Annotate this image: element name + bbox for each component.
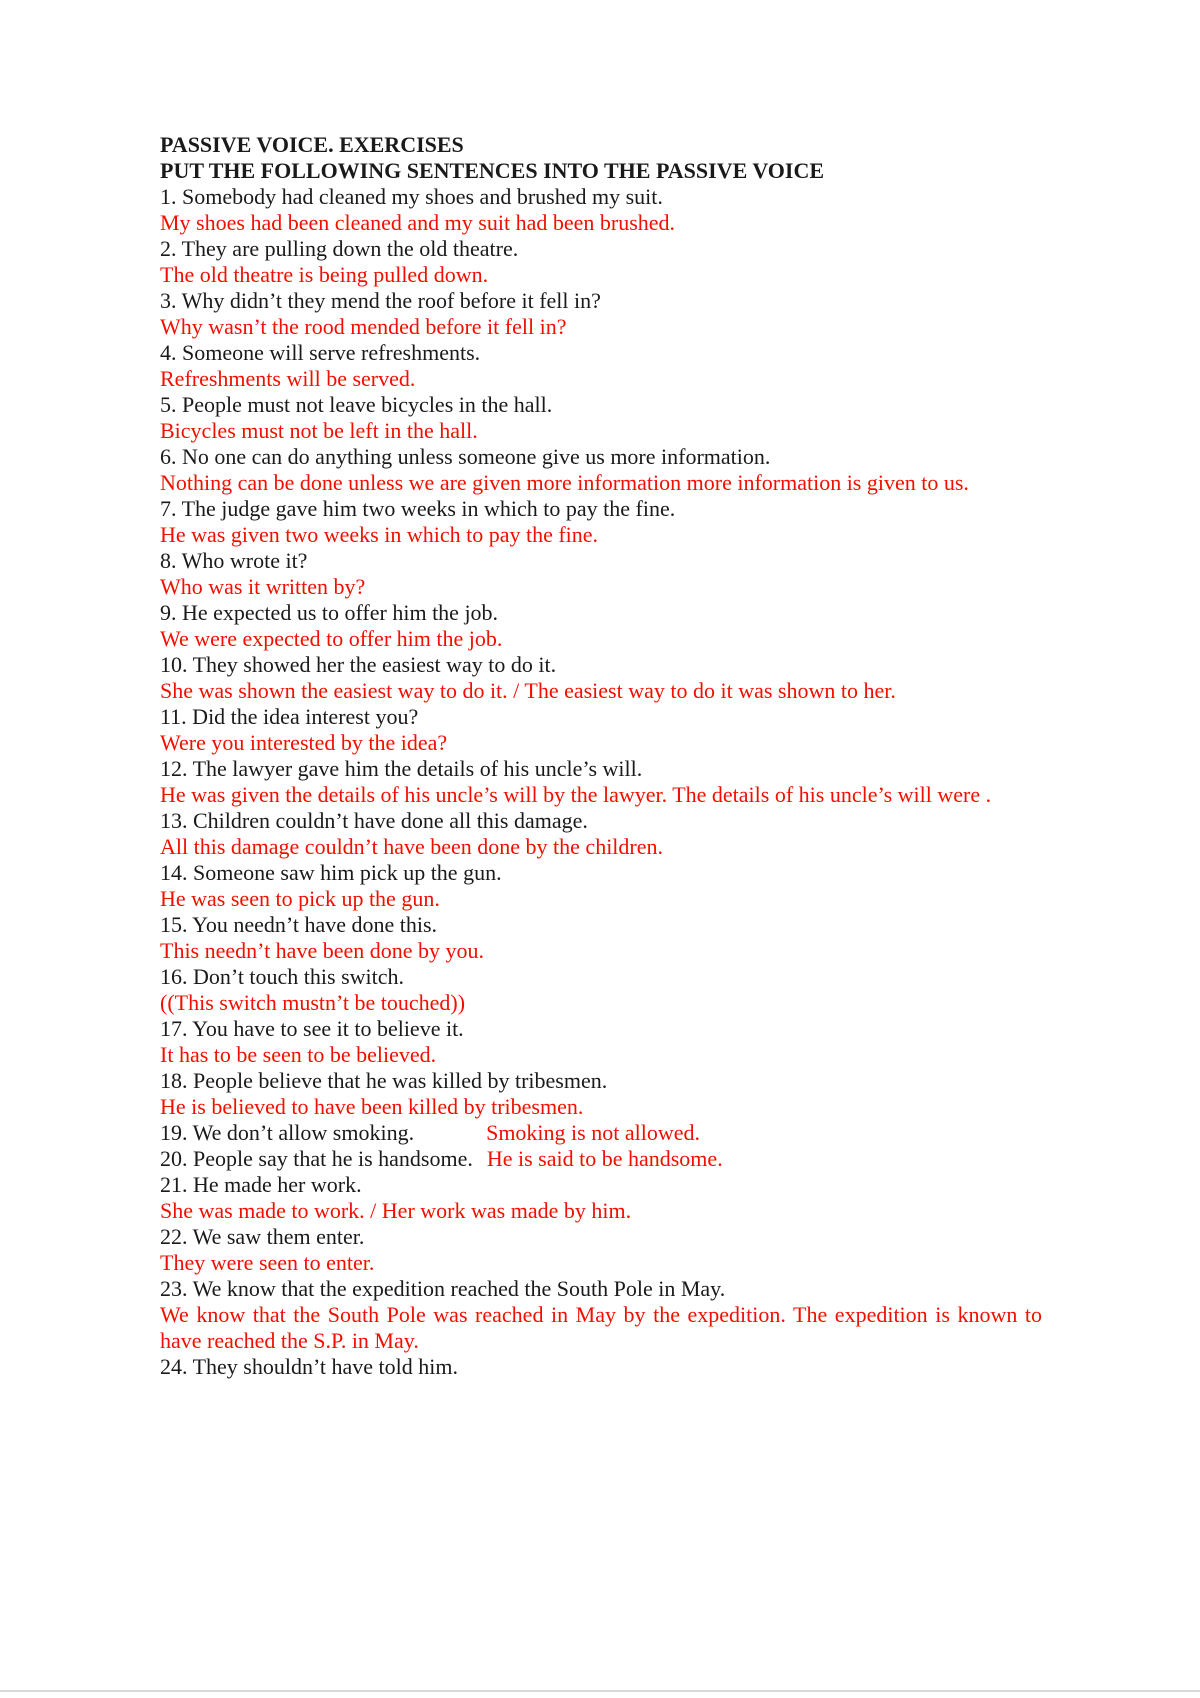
answer-text: Were you interested by the idea?: [160, 730, 448, 755]
question-text: 23. We know that the expedition reached the South Pole in May.: [160, 1276, 726, 1301]
question-text: 22. We saw them enter.: [160, 1224, 365, 1249]
exercise-line: [160, 236, 1042, 262]
question-text: 5. People must not leave bicycles in the hall.: [160, 392, 553, 417]
exercise-line: [160, 210, 1042, 236]
answer-text: The old theatre is being pulled down.: [160, 262, 489, 287]
answer-text: All this damage couldn’t have been done by the children.: [160, 834, 664, 859]
exercise-line: [160, 860, 1042, 886]
exercise-line: [160, 1016, 1042, 1042]
exercise-line: [160, 964, 1042, 990]
exercise-line: [160, 600, 1042, 626]
exercise-line: [160, 626, 1042, 652]
question-text: 9. He expected us to offer him the job.: [160, 600, 499, 625]
exercise-line: [160, 392, 1042, 418]
exercise-line: [160, 1198, 1042, 1224]
question-text: 11. Did the idea interest you?: [160, 704, 419, 729]
answer-text: We were expected to offer him the job.: [160, 626, 503, 651]
document-body: [160, 184, 1042, 1380]
exercise-line: [160, 574, 1042, 600]
page-bottom-edge: [0, 1690, 1200, 1692]
exercise-line: [160, 340, 1042, 366]
exercise-line: [160, 470, 1042, 496]
exercise-line: [160, 1120, 1042, 1146]
answer-text: She was shown the easiest way to do it. / The easiest way to do it was shown to her.: [160, 678, 896, 703]
question-text: 3. Why didn’t they mend the roof before it fell in?: [160, 288, 601, 313]
exercise-line: [160, 418, 1042, 444]
document-subtitle: PUT THE FOLLOWING SENTENCES INTO THE PASSIVE VOICE: [160, 158, 825, 183]
exercise-line: [160, 1172, 1042, 1198]
document-title: PASSIVE VOICE. EXERCISES: [160, 132, 464, 157]
exercise-line: [160, 756, 1042, 782]
question-text: 21. He made her work.: [160, 1172, 362, 1197]
question-text: 12. The lawyer gave him the details of his uncle’s will.: [160, 756, 643, 781]
exercise-line: [160, 834, 1042, 860]
answer-text: It has to be seen to be believed.: [160, 1042, 437, 1067]
question-text: 17. You have to see it to believe it.: [160, 1016, 464, 1041]
exercise-line: [160, 496, 1042, 522]
question-text: 1. Somebody had cleaned my shoes and brushed my suit.: [160, 184, 663, 209]
answer-text: This needn’t have been done by you.: [160, 938, 485, 963]
exercise-line: [160, 288, 1042, 314]
exercise-line: [160, 548, 1042, 574]
question-text: 16. Don’t touch this switch.: [160, 964, 405, 989]
exercise-line: [160, 184, 1042, 210]
exercise-line: [160, 1224, 1042, 1250]
answer-text: He was given two weeks in which to pay the fine.: [160, 522, 599, 547]
exercise-line: [160, 1354, 1042, 1380]
exercise-line: [160, 1068, 1042, 1094]
answer-text: Who was it written by?: [160, 574, 366, 599]
answer-text: ((This switch mustn’t be touched)): [160, 990, 466, 1015]
answer-text: He is believed to have been killed by tribesmen.: [160, 1094, 584, 1119]
answer-text: He was given the details of his uncle’s will by the lawyer. The details of his uncle’s will were .: [160, 782, 992, 807]
exercise-line: [160, 990, 1042, 1016]
exercise-line: [160, 1250, 1042, 1276]
answer-text: She was made to work. / Her work was made by him.: [160, 1198, 632, 1223]
exercise-line: [160, 886, 1042, 912]
exercise-line: [160, 1094, 1042, 1120]
exercise-line: [160, 678, 1042, 704]
exercise-line: [160, 314, 1042, 340]
answer-text: We know that the South Pole was reached in May by the expedition. The expedition is known to have reached the S.P. in May.: [160, 1302, 1042, 1353]
exercise-line: [160, 366, 1042, 392]
answer-text: Refreshments will be served.: [160, 366, 416, 391]
exercise-line: [160, 730, 1042, 756]
exercise-line: [160, 1276, 1042, 1302]
answer-text: My shoes had been cleaned and my suit had been brushed.: [160, 210, 676, 235]
exercise-line: [160, 262, 1042, 288]
answer-text: He was seen to pick up the gun.: [160, 886, 440, 911]
exercise-line: [160, 1302, 1042, 1354]
question-text: 2. They are pulling down the old theatre.: [160, 236, 519, 261]
exercise-line: [160, 704, 1042, 730]
answer-text: They were seen to enter.: [160, 1250, 375, 1275]
question-text: 18. People believe that he was killed by tribesmen.: [160, 1068, 608, 1093]
answer-text: Why wasn’t the rood mended before it fell in?: [160, 314, 567, 339]
question-text: 15. You needn’t have done this.: [160, 912, 438, 937]
exercise-line: [160, 652, 1042, 678]
exercise-line: [160, 1146, 1042, 1172]
exercise-line: [160, 938, 1042, 964]
question-text: 6. No one can do anything unless someone give us more information.: [160, 444, 771, 469]
question-text: 24. They shouldn’t have told him.: [160, 1354, 458, 1379]
exercise-line: [160, 444, 1042, 470]
answer-text: He is said to be handsome.: [486, 1146, 723, 1171]
question-text: 19. We don’t allow smoking.: [160, 1120, 415, 1145]
document-content: [160, 132, 1042, 1380]
question-text: 14. Someone saw him pick up the gun.: [160, 860, 502, 885]
exercise-line: [160, 782, 1042, 808]
question-text: 13. Children couldn’t have done all this damage.: [160, 808, 588, 833]
question-text: 20. People say that he is handsome.: [160, 1146, 473, 1171]
exercise-line: [160, 1042, 1042, 1068]
exercise-line: [160, 522, 1042, 548]
question-text: 8. Who wrote it?: [160, 548, 308, 573]
answer-text: Smoking is not allowed.: [486, 1120, 700, 1145]
exercise-line: [160, 912, 1042, 938]
question-text: 4. Someone will serve refreshments.: [160, 340, 481, 365]
question-text: 7. The judge gave him two weeks in which to pay the fine.: [160, 496, 676, 521]
answer-text: Nothing can be done unless we are given more information more information is given to us.: [160, 470, 969, 495]
question-text: 10. They showed her the easiest way to do it.: [160, 652, 557, 677]
answer-text: Bicycles must not be left in the hall.: [160, 418, 478, 443]
exercise-line: [160, 808, 1042, 834]
